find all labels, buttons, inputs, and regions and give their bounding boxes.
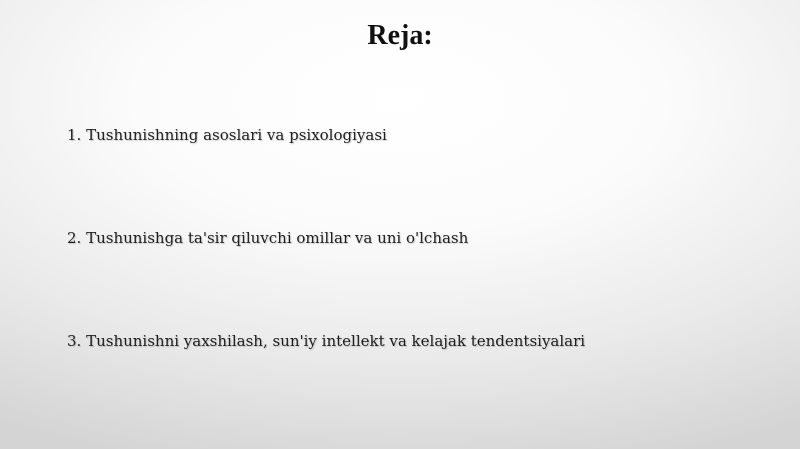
plan-item-2: 2. Tushunishga ta'sir qiluvchi omillar va uni o'lchash xyxy=(67,229,469,247)
plan-item-3: 3. Tushunishni yaxshilash, sun'iy intellekt va kelajak tendentsiyalari xyxy=(67,332,586,350)
slide-title: Reja: xyxy=(367,20,433,51)
plan-item-1: 1. Tushunishning asoslari va psixologiyasi xyxy=(67,126,387,144)
